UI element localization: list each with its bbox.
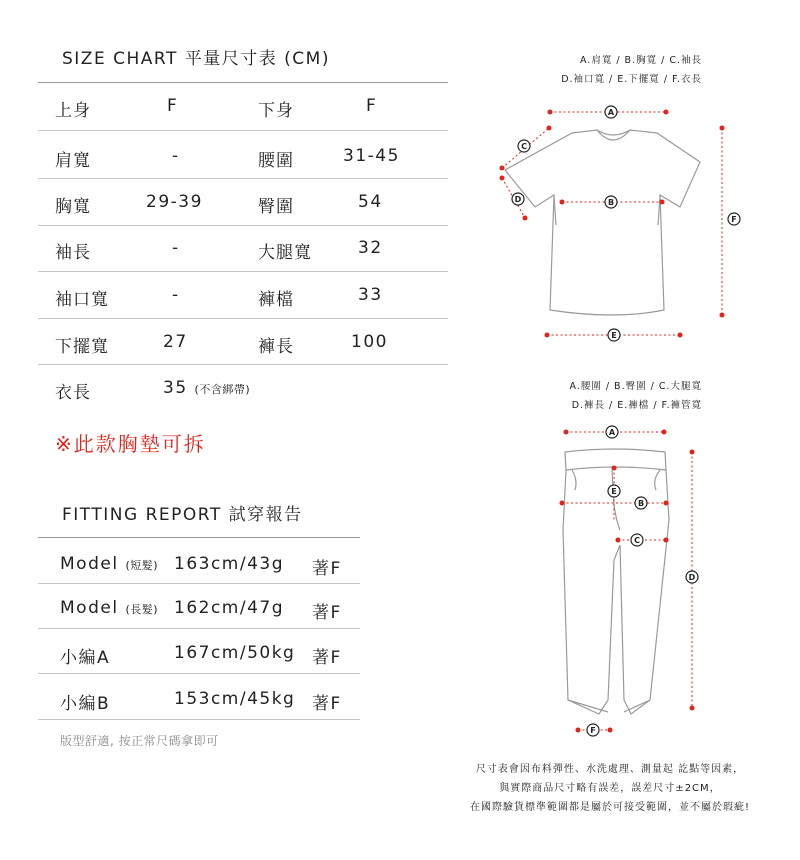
top-label: 上身 — [55, 101, 91, 121]
length-value: 35 — [163, 378, 188, 398]
fit-row-4-size: 著F — [312, 694, 342, 714]
marker-label: A — [608, 428, 616, 437]
marker-label: D — [514, 195, 522, 204]
marker-label: E — [611, 487, 617, 496]
fit-row-4-name: 小編B — [60, 694, 111, 714]
pants-marker-c — [631, 534, 643, 546]
size-chart-title: SIZE CHART 平量尺寸表 (CM) — [62, 49, 330, 69]
shirt-legend-line-2: D.袖口寬 / E.下擺寬 / F.衣長 — [561, 74, 702, 85]
row-rise-value: 33 — [358, 285, 383, 305]
row-sleeve-label: 袖長 — [55, 243, 91, 263]
tshirt-outline — [505, 130, 700, 315]
row-length-label: 衣長 — [55, 383, 91, 403]
fit-row-4-spec: 153cm/45kg — [174, 689, 296, 709]
row-pants-length-value: 100 — [351, 332, 388, 352]
disclaimer-line-1: 尺寸表會因布料彈性、水洗處理、測量起 訖點等因素， — [475, 764, 745, 775]
top-size: F — [167, 96, 179, 116]
disclaimer-line-2: 與實際商品尺寸略有誤差，誤差尺寸±2CM， — [499, 783, 721, 794]
tshirt-measure-lines — [500, 110, 725, 338]
fit-note: 版型舒適, 按正常尺碼拿即可 — [60, 734, 219, 748]
row-hip-label: 臀圍 — [258, 197, 294, 217]
row-shoulder-label: 肩寬 — [55, 151, 91, 171]
shirt-legend-line-1: A.肩寬 / B.胸寬 / C.袖長 — [579, 55, 702, 66]
pants-marker-f — [587, 724, 599, 736]
row-chest-value: 29-39 — [146, 192, 203, 212]
fit-row-1-spec: 163cm/43g — [174, 554, 285, 574]
row-thigh-value: 32 — [358, 238, 383, 258]
disclaimer-line-3: 在國際驗貨標準範圍都是屬於可接受範圍，並不屬於瑕疵! — [469, 802, 750, 813]
marker-label: D — [688, 573, 696, 582]
row-waist-label: 腰圍 — [258, 151, 294, 171]
marker-label: F — [590, 726, 596, 735]
pants-marker-b — [635, 497, 647, 509]
pants-legend-line-1: A.腰圍 / B.臀圍 / C.大腿寬 — [569, 381, 702, 392]
row-rise-label: 褲檔 — [258, 290, 294, 310]
row-cuff-label: 袖口寬 — [55, 290, 109, 310]
tshirt-marker-b — [605, 196, 617, 208]
fit-row-2-size: 著F — [312, 603, 342, 623]
row-hem-value: 27 — [163, 332, 188, 352]
row-hip-value: 54 — [358, 192, 383, 212]
marker-label: E — [611, 331, 617, 340]
tshirt-marker-f — [728, 213, 740, 225]
bottom-size: F — [366, 96, 378, 116]
tshirt-marker-d — [512, 193, 524, 205]
fit-name: Model — [60, 598, 119, 618]
marker-label: A — [607, 108, 615, 117]
row-sleeve-value: - — [172, 238, 180, 258]
row-hem-label: 下擺寬 — [55, 337, 109, 357]
row-chest-label: 胸寬 — [55, 197, 91, 217]
fit-name: Model — [60, 554, 119, 574]
pants-legend-line-2: D.褲長 / E.褲檔 / F.褲管寬 — [571, 400, 702, 411]
marker-label: C — [521, 142, 527, 151]
tshirt-marker-c — [518, 140, 530, 152]
tshirt-marker-a — [605, 106, 617, 118]
pants-marker-e — [608, 485, 620, 497]
row-shoulder-value: - — [172, 146, 180, 166]
fit-tag: (短髮) — [125, 559, 159, 572]
length-note: (不含綁帶) — [194, 383, 251, 396]
row-pants-length-label: 褲長 — [258, 337, 294, 357]
fit-tag: (長髮) — [125, 603, 159, 616]
bottom-label: 下身 — [258, 101, 294, 121]
fit-row-3-name: 小編A — [60, 648, 111, 668]
pants-marker-a — [606, 426, 618, 438]
marker-label: F — [731, 215, 737, 224]
row-waist-value: 31-45 — [343, 146, 400, 166]
fit-row-2-spec: 162cm/47g — [174, 598, 285, 618]
fit-row-3-size: 著F — [312, 648, 342, 668]
pants-marker-d — [686, 571, 698, 583]
marker-label: B — [637, 499, 645, 508]
pants-measure-lines — [560, 430, 695, 733]
tshirt-marker-e — [608, 329, 620, 341]
row-thigh-label: 大腿寬 — [258, 243, 312, 263]
fitting-report-title: FITTING REPORT 試穿報告 — [62, 505, 303, 525]
detachable-pad-note: ※此款胸墊可拆 — [55, 432, 206, 456]
row-cuff-value: - — [172, 285, 180, 305]
fit-row-3-spec: 167cm/50kg — [174, 643, 296, 663]
marker-label: B — [607, 198, 615, 207]
fit-row-1-size: 著F — [312, 559, 342, 579]
marker-label: C — [634, 536, 640, 545]
